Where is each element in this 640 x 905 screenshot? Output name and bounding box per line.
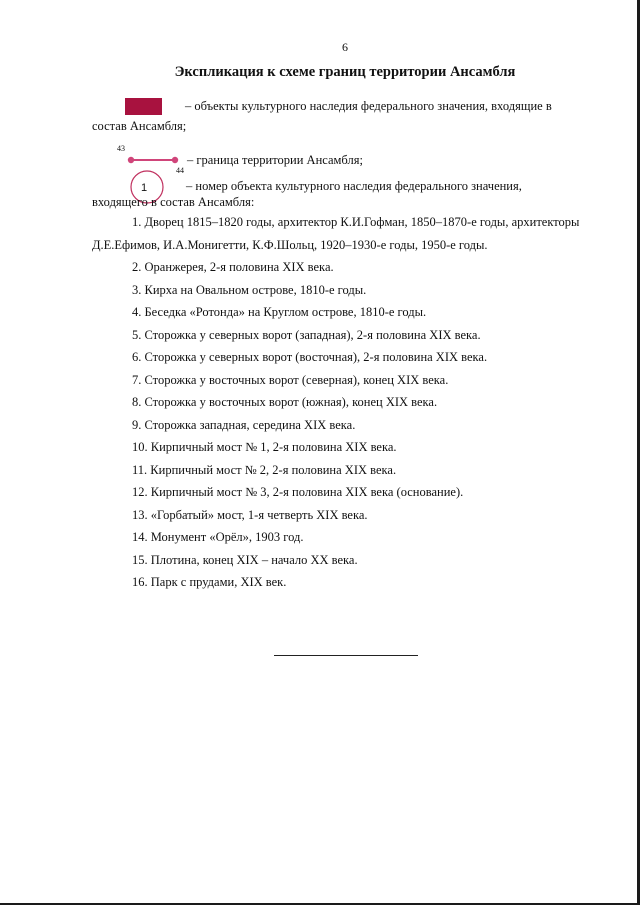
list-item: 12. Кирпичный мост № 3, 2-я половина XIX века (основание). (132, 485, 464, 499)
legend-number-text-cont: входящего в состав Ансамбля: (92, 195, 255, 209)
heritage-objects-list (92, 211, 612, 594)
legend-heritage-text-cont: состав Ансамбля; (92, 119, 187, 133)
list-item: 14. Монумент «Орёл», 1903 год. (132, 530, 304, 544)
list-item: 7. Сторожка у восточных ворот (северная), конец XIX века. (132, 372, 449, 387)
page-title: Экспликация к схеме границ территории Ансамбля (174, 64, 516, 80)
heritage-object-swatch (125, 98, 162, 115)
list-item: 2. Оранжерея, 2-я половина XIX века. (132, 260, 334, 274)
object-number-marker-label: 1 (141, 182, 148, 194)
list-item: 4. Беседка «Ротонда» на Круглом острове, 1810-е годы. (132, 305, 427, 319)
boundary-point-label-start: 43 (117, 144, 125, 153)
list-item: 9. Сторожка западная, середина XIX века. (132, 417, 356, 432)
list-item: 6. Сторожка у северных ворот (восточная), 2-я половина XIX века. (132, 350, 488, 364)
boundary-start-point (128, 157, 134, 163)
legend-heritage-text: – объекты культурного наследия федерального значения, входящие в (185, 99, 552, 113)
page-number: 6 (342, 40, 348, 54)
list-item: 15. Плотина, конец XIX – начало XX века. (132, 552, 358, 567)
list-item: 5. Сторожка у северных ворот (западная), 2-я половина XIX века. (132, 327, 481, 342)
legend-boundary-text: – граница территории Ансамбля; (187, 153, 363, 167)
legend-number-text: – номер объекта культурного наследия федерального значения, (186, 179, 522, 193)
list-item: 11. Кирпичный мост № 2, 2-я половина XIX века. (132, 462, 397, 477)
boundary-end-point (172, 157, 178, 163)
list-item: 3. Кирха на Овальном острове, 1810-е годы. (132, 282, 367, 297)
boundary-point-label-end: 44 (176, 166, 184, 175)
list-item: 1. Дворец 1815–1820 годы, архитектор К.И.Гофман, 1850–1870-е годы, архитекторы Д.Е.Ефимов, И.А.Монигетти, К.Ф.Шольц, 1920–1930-е годы, 1950-е годы. (92, 215, 580, 252)
list-item: 10. Кирпичный мост № 1, 2-я половина XIX века. (132, 440, 397, 454)
list-item: 8. Сторожка у восточных ворот (южная), конец XIX века. (132, 395, 438, 409)
list-item: 13. «Горбатый» мост, 1-я четверть XIX века. (132, 507, 368, 522)
end-separator-line (274, 655, 418, 656)
list-item: 16. Парк с прудами, XIX век. (132, 575, 287, 589)
